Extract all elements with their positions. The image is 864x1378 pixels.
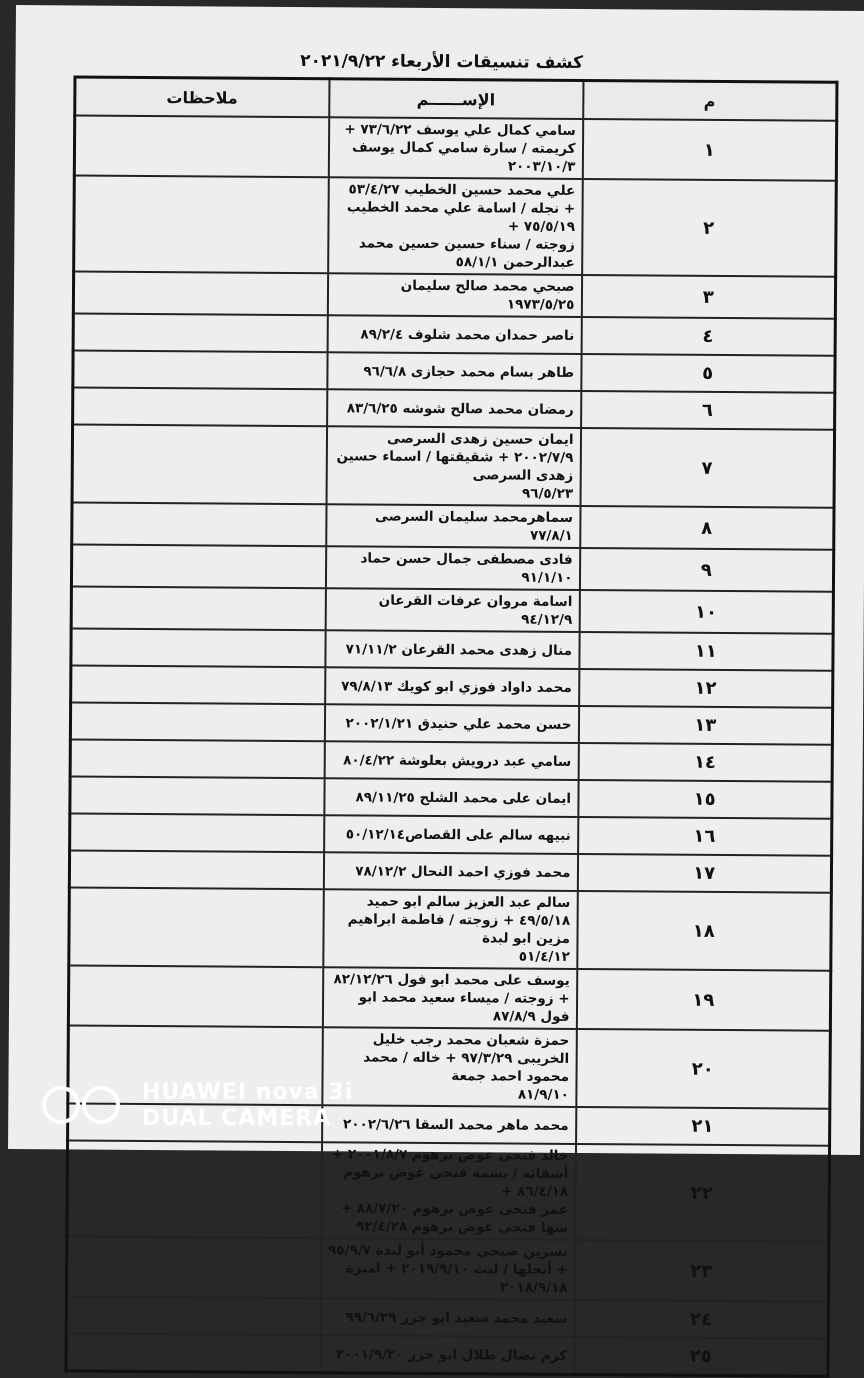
row-name-cell [323,889,578,969]
row-notes-cell [72,502,326,546]
table-row [70,702,832,744]
row-name-line: زوجته / سناء حسين حسين محمد عبدالرحمن ٥٨/١/١ [358,235,575,271]
table-row [71,628,833,670]
row-name-cell [326,426,581,506]
row-number: ١ [582,119,836,181]
row-notes-cell [66,1333,320,1372]
table-row [66,1333,828,1376]
row-number: ٥ [581,354,835,393]
names-table [64,75,838,1377]
row-notes-cell [73,313,327,352]
row-notes-cell [73,387,327,426]
table-row [69,850,831,892]
row-name-cell [327,315,581,354]
row-name-line: سامي عبد درويش بعلوشة ٨٠/٤/٢٢ [343,751,572,770]
row-number: ٢٠ [576,1029,831,1109]
camera-rings-icon [42,1086,134,1128]
row-number: ٢١ [576,1107,830,1146]
row-number: ١٦ [578,817,832,856]
row-number: ٧ [580,428,835,508]
row-name-line: يوسف على محمد ابو فول ٨٢/١٢/٢٦ + زوجته / ميساء سعيد محمد ابو فول ٨٧/٨/٩ [333,971,570,1025]
row-name-line: فادى مصطفى جمال حسن حماد ٩١/١/١٠ [360,550,573,586]
row-name-cell [320,1238,574,1300]
row-number: ١٧ [577,854,831,893]
table-row [66,1236,828,1301]
row-name-line: اسامة مروان عرفات القرعان ٩٤/١٢/٩ [378,592,573,628]
document-title: كشف تنسيقات الأربعاء ٢٠٢١/٩/٢٢ [300,51,584,73]
row-name-line: محمد داواد فوزي ابو كويك ٧٩/٨/١٣ [341,677,572,696]
table-row [74,115,836,180]
table-row [73,387,835,429]
row-number: ٢٢ [575,1144,830,1242]
row-notes-cell [70,813,324,852]
row-name-line: حمزة شعبان محمد رجب خليل الخريبى ٩٧/٣/٢٩ + خاله / محمد محمود احمد جمعة [363,1031,570,1085]
header-number: م [583,81,837,121]
row-number: ١٤ [578,743,832,782]
row-name-cell [322,1105,576,1144]
row-number: ٤ [581,317,835,356]
row-notes-cell [68,965,322,1027]
table-row [70,813,832,855]
watermark-camera: DUAL CAMERA [142,1106,332,1131]
row-name-cell [320,1335,574,1374]
row-name-cell [327,273,581,317]
row-name-line: نبيهه سالم على القصاص٥٠/١٢/١٤ [345,825,571,844]
row-name-cell [324,815,578,854]
row-name-cell [320,1298,574,1337]
row-number: ٢٥ [574,1337,828,1376]
row-name-line: كرم نضال طلال ابو جزر ٢٠٠١/٩/٢٠ [335,1345,568,1364]
table-row [70,739,832,781]
row-notes-cell [74,115,328,177]
row-name-line: ايمان حسين زهدى السرصى ٢٠٠٢/٧/٩ + شقيقتها / اسماء حسين زهدى السرصى [336,430,574,484]
row-name-cell [321,1142,576,1240]
row-name-line: طاهر بسام محمد حجازى ٩٦/٦/٨ [363,362,575,381]
row-name-cell [322,1027,577,1107]
row-notes-cell [72,424,327,504]
header-name: الإســــــم [329,79,583,119]
row-notes-cell [73,350,327,389]
row-name-cell [328,117,582,179]
row-notes-cell [66,1236,320,1298]
header-notes: ملاحظات [75,77,329,117]
row-number: ٢ [582,179,837,277]
row-name-cell [324,741,578,780]
row-name-line: صبحي محمد صالح سليمان ١٩٧٣/٥/٢٥ [400,277,575,313]
row-name-line: ٥١/٤/١٢ [518,948,570,965]
row-number: ٨ [580,506,834,550]
row-number: ١٩ [576,969,830,1031]
row-name-line: علي محمد حسين الخطيب ٥٣/٤/٢٧ + نجله / اسامة علي محمد الخطيب ٧٥/٥/١٩ + [346,181,576,235]
table-row [70,776,832,818]
row-name-cell [324,778,578,817]
row-notes-cell [69,887,324,967]
row-notes-cell [71,665,325,704]
row-number: ٩ [579,548,833,592]
row-name-line: سالم عبد العزيز سالم ابو حميد ٤٩/٥/١٨ + زوجته / فاطمة ابراهيم مزين ابو لبدة [347,893,571,947]
row-number: ١٠ [579,590,833,634]
table-row [71,665,833,707]
row-name-line: حسن محمد علي حنيدق ٢٠٠٢/١/٢١ [345,714,572,733]
row-name-line: سامي كمال علي يوسف ٧٣/٦/٢٢ + كريمته / سارة سامي كمال يوسف ٢٠٠٣/١٠/٣ [344,121,576,175]
row-name-cell [323,852,577,891]
row-name-line: رمضان محمد صالح شوشه ٨٣/٦/٢٥ [346,399,574,418]
row-name-line: محمد ماهر محمد السقا ٢٠٠٢/٦/٢٦ [343,1115,569,1134]
watermark-model: HUAWEI nova 3i [142,1080,354,1105]
row-notes-cell [70,776,324,815]
row-name-line: عمر فتحي عوض برهوم ٨٨/٧/٢٠ + سها فتحي عوض برهوم ٩٢/٤/٢٨ [340,1200,569,1236]
row-name-cell [328,177,583,275]
table-row [71,544,833,591]
row-name-line: خالد فتحي عوض برهوم ٢٠٠١/٨/٧ + أشقائه / بسمه فتحي عوض برهوم ٨٦/٤/١٨ + [331,1146,569,1200]
row-name-line: نسرين صبحي محمود أبو لبدة ٩٥/٩/٧ + أنجلها / ليث ٢٠١٩/٩/١٠ + اميرة [328,1242,568,1278]
row-name-cell [322,967,576,1029]
row-notes-cell [71,628,325,667]
table-row [73,350,835,392]
row-number: ١٨ [577,891,832,971]
row-name-cell [327,389,581,428]
row-notes-cell [66,1296,320,1335]
row-name-cell [324,704,578,743]
row-name-line: ٩٦/٥/٢٣ [521,485,574,502]
row-notes-cell [74,175,329,273]
table-header-row [75,77,837,121]
row-notes-cell [69,850,323,889]
row-number: ١٣ [578,706,832,745]
row-name-line: ٨١/٩/١٠ [517,1086,569,1103]
table-row [68,965,830,1030]
row-number: ١٥ [578,780,832,819]
row-notes-cell [70,739,324,778]
row-name-cell [325,630,579,669]
row-notes-cell [71,586,325,630]
table-row [74,175,837,276]
paper-sheet [8,5,864,1367]
row-name-line: سعيد محمد سعيد ابو جزر ٩٩/٦/٢٩ [345,1308,568,1327]
table-row [67,1140,830,1241]
row-notes-cell [71,544,325,588]
row-name-line: منال زهدى محمد القرعان ٧١/١١/٢ [345,640,573,659]
table-row [71,586,833,633]
row-name-cell [325,667,579,706]
table-row [73,271,835,318]
row-name-cell [325,546,579,590]
row-number: ٢٤ [574,1300,828,1339]
table-row [69,887,832,970]
row-number: ٣ [581,275,835,319]
row-notes-cell [70,702,324,741]
row-name-line: سماهرمحمد سليمان السرصى ٧٧/٨/١ [374,508,573,544]
row-notes-cell [73,271,327,315]
row-name-cell [327,352,581,391]
table-row [72,502,834,549]
row-name-line: ناصر حمدان محمد شلوف ٨٩/٢/٤ [360,325,575,344]
table-row [66,1296,828,1338]
row-number: ٦ [581,391,835,430]
row-number: ٢٣ [574,1240,828,1302]
row-number: ١١ [579,632,833,671]
row-name-line: محمد فوزي احمد النحال ٧٨/١٢/٢ [355,862,571,881]
row-number: ١٢ [579,669,833,708]
row-name-cell [326,504,580,548]
table-row [72,424,835,507]
row-name-line: ايمان على محمد الشلح ٨٩/١١/٢٥ [355,788,572,807]
row-name-line: ٢٠١٨/٩/١٨ [499,1279,568,1296]
row-notes-cell [67,1140,322,1238]
row-name-cell [325,588,579,632]
table-row [73,313,835,355]
